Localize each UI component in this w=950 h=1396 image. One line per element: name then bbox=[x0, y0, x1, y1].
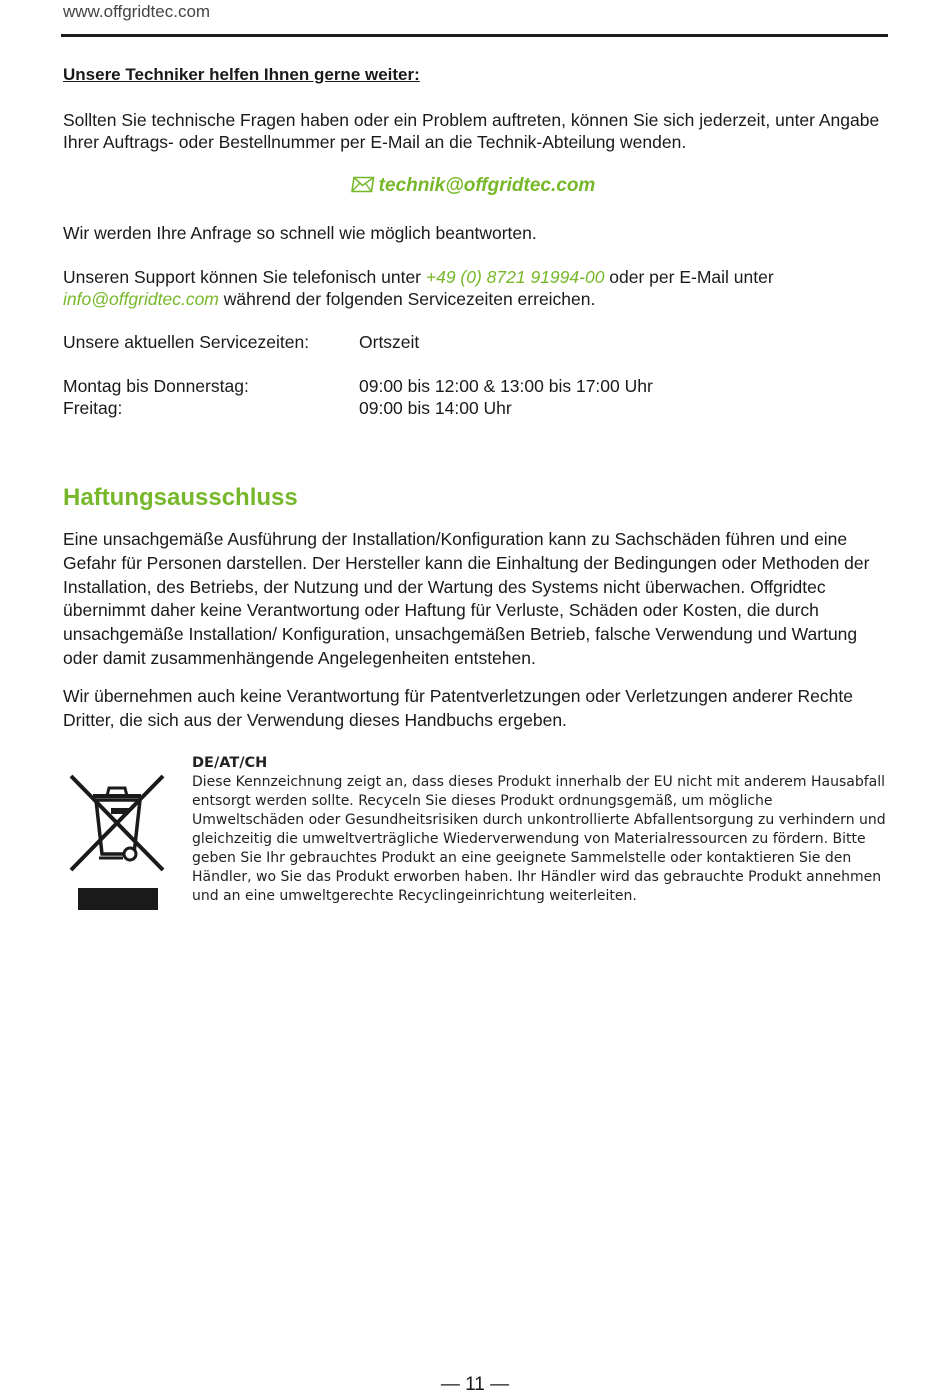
support-intro: Sollten Sie technische Fragen haben oder ein Problem auftreten, können Sie sich jederzeit, unter Angabe Ihrer Auftrags- oder Bestellnummer per E-Mail an die Technik-Abteilung wenden. bbox=[63, 110, 880, 152]
phone-prefix-text: Unseren Support können Sie telefonisch unter bbox=[63, 267, 426, 287]
phone-middle-text: oder per E-Mail unter bbox=[604, 267, 774, 287]
hours-row-day: Freitag: bbox=[63, 398, 123, 418]
page-number: — 11 — bbox=[440, 1374, 510, 1395]
hours-row-time: 09:00 bis 14:00 Uhr bbox=[359, 398, 512, 418]
header-divider bbox=[61, 34, 888, 37]
header-url: www.offgridtec.com bbox=[63, 2, 211, 21]
support-contact-paragraph bbox=[63, 266, 883, 310]
weee-text: Diese Kennzeichnung zeigt an, dass dieses Produkt innerhalb der EU nicht mit anderem Hausabfall entsorgt werden sollte. Recyceln Sie dieses Produkt ordnungsgemäß, um mögliche Umweltschäden oder Gesundheitsrisiken durch unkontrollierte Abfallentsorgung zu verhindern und gleichzeitig die umweltverträgliche Wiederverwendung von Materialressourcen zu fördern. Bitte geben Sie Ihr gebrauchtes Produkt an eine geeignete Sammelstelle oder kontaktieren Sie den Händler, wo Sie das Produkt erworben haben. Ihr Händler wird das gebrauchte Produkt annehmen und an eine umweltgerechte Recyclingeinrichtung weiterleiten. bbox=[192, 774, 886, 904]
support-heading: Unsere Techniker helfen Ihnen gerne weiter: bbox=[63, 65, 420, 84]
tech-email-line bbox=[63, 175, 883, 199]
phone-number-link[interactable]: +49 (0) 8721 91994-00 bbox=[425, 267, 605, 287]
disclaimer-title: Haftungsausschluss bbox=[63, 484, 298, 511]
crossed-out-wheelie-bin-icon bbox=[63, 768, 171, 917]
service-hours-label: Unsere aktuellen Servicezeiten: bbox=[63, 332, 310, 352]
service-hours-timezone: Ortszeit bbox=[359, 332, 420, 352]
envelope-icon bbox=[351, 176, 375, 199]
weee-notice bbox=[192, 754, 887, 906]
weee-region-label: DE/AT/CH bbox=[192, 755, 268, 771]
reply-note: Wir werden Ihre Anfrage so schnell wie möglich beantworten. bbox=[63, 223, 537, 243]
disclaimer-paragraph-2: Wir übernehmen auch keine Verantwortung für Patentverletzungen oder Verletzungen anderer Rechte Dritter, die sich aus der Verwendung dieses Handbuchs ergeben. bbox=[63, 686, 853, 730]
info-email-link[interactable]: info@offgridtec.com bbox=[63, 289, 219, 309]
disclaimer-paragraph-1: Eine unsachgemäße Ausführung der Installation/Konfiguration kann zu Sachschäden führen und eine Gefahr für Personen darstellen. Der Hersteller kann die Einhaltung der Bedingungen oder Methoden der Installation, des Betriebs, der Nutzung und der Wartung des Systems nicht überwachen. Offgridtec übernimmt daher keine Verantwortung oder Haftung für Verluste, Schäden oder Kosten, die durch unsachgemäße Installation/ Konfiguration, unsachgemäßen Betrieb, falsche Verwendung und Wartung oder damit zusammenhängende Angelegenheiten entstehen. bbox=[63, 529, 870, 668]
tech-email-link[interactable]: technik@offgridtec.com bbox=[378, 175, 596, 196]
phone-suffix-text: während der folgenden Servicezeiten erreichen. bbox=[218, 289, 596, 309]
hours-row-day: Montag bis Donnerstag: bbox=[63, 376, 249, 396]
hours-row-time: 09:00 bis 12:00 & 13:00 bis 17:00 Uhr bbox=[359, 376, 653, 396]
